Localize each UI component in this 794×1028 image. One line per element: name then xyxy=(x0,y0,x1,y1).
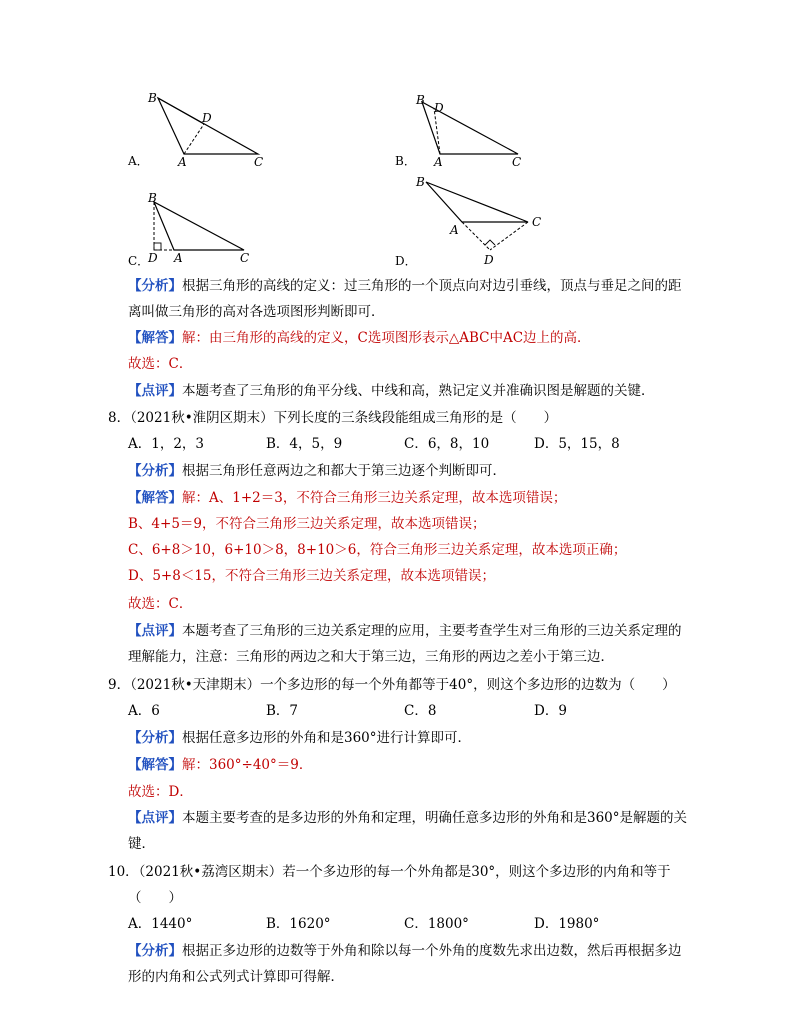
comment-tag: 【点评】 xyxy=(128,383,182,399)
comment-text: 本题考查了三角形的三边关系定理的应用，主要考查学生对三角形的三边关系定理的 xyxy=(182,623,682,639)
q10-option-a: A．1440° xyxy=(128,916,193,932)
comment-tag: 【点评】 xyxy=(128,810,182,826)
fig-c-pt-c: C xyxy=(240,251,250,265)
fig-b-pt-d: D xyxy=(434,101,444,115)
q9-comment xyxy=(128,808,687,828)
fig-a-pt-b: B xyxy=(148,91,157,105)
q10-analysis xyxy=(128,941,682,961)
fig-b-pt-c: C xyxy=(512,155,522,168)
figure-d xyxy=(410,172,560,268)
q7-analysis-cont: 离叫做三角形的高对各选项图形判断即可． xyxy=(128,304,385,320)
analysis-text: 根据正多边形的边数等于外角和除以每一个外角的度数先求出边数，然后再根据多边 xyxy=(182,943,682,959)
answer-text: 解：由三角形的高线的定义，C选项图形表示△ABC中AC边上的高． xyxy=(182,330,591,346)
q8-option-d: D．5，15，8 xyxy=(534,436,620,452)
fig-a-pt-c: C xyxy=(254,155,264,168)
q8-option-a: A．1，2，3 xyxy=(128,436,205,452)
q8-answer-3: C、6+8＞10，6+10＞8，8+10＞6，符合三角形三边关系定理，故本选项正确； xyxy=(128,542,627,558)
fig-a-pt-d: D xyxy=(202,111,212,125)
answer-tag: 【解答】 xyxy=(128,490,182,506)
fig-a-pt-a: A xyxy=(178,155,187,168)
fig-b-pt-b: B xyxy=(416,93,425,107)
q8-option-c: C．6，8，10 xyxy=(404,436,490,452)
answer-tag: 【解答】 xyxy=(128,330,182,346)
analysis-tag: 【分析】 xyxy=(128,943,182,959)
fig-c-pt-b: B xyxy=(148,191,157,205)
fig-c-pt-a: A xyxy=(174,251,183,265)
answer-text: 解：A、1+2＝3，不符合三角形三边关系定理，故本选项错误； xyxy=(182,490,567,506)
analysis-tag: 【分析】 xyxy=(128,463,182,479)
q8-stem: 8．（2021秋•淮阴区期末）下列长度的三条线段能组成三角形的是（ ） xyxy=(108,410,558,426)
q10-option-c: C．1800° xyxy=(404,916,469,932)
comment-text: 本题考查了三角形的角平分线、中线和高，熟记定义并准确识图是解题的关键． xyxy=(182,383,655,399)
analysis-tag: 【分析】 xyxy=(128,278,182,294)
figure-c-label: C． xyxy=(128,254,150,268)
comment-tag: 【点评】 xyxy=(128,623,182,639)
figure-b xyxy=(408,86,538,168)
q9-stem: 9．（2021秋•天津期末）一个多边形的每一个外角都等于40°，则这个多边形的边数为（ ） xyxy=(108,677,676,693)
figure-b-label: B． xyxy=(395,154,416,168)
analysis-text: 根据任意多边形的外角和是360°进行计算即可． xyxy=(182,730,472,746)
q9-option-c: C．8 xyxy=(404,703,437,719)
answer-text: 解：360°÷40°＝9． xyxy=(182,757,313,773)
q8-analysis xyxy=(128,461,506,481)
analysis-tag: 【分析】 xyxy=(128,730,182,746)
fig-d-pt-c: C xyxy=(532,215,542,229)
q8-comment-cont: 理解能力，注意：三角形的两边之和大于第三边，三角形的两边之差小于第三边． xyxy=(128,649,614,665)
q7-comment xyxy=(128,381,655,401)
comment-text: 本题主要考查的是多边形的外角和定理，明确任意多边形的外角和是360°是解题的关 xyxy=(182,810,688,826)
fig-c-pt-d: D xyxy=(148,251,158,265)
figure-a xyxy=(140,86,280,168)
q9-option-d: D．9 xyxy=(534,703,567,719)
q7-choose: 故选：C． xyxy=(128,356,193,372)
q9-analysis xyxy=(128,728,471,748)
q8-comment xyxy=(128,621,682,641)
analysis-text: 根据三角形的高线的定义：过三角形的一个顶点向对边引垂线，顶点与垂足之间的距 xyxy=(182,278,682,294)
q7-analysis xyxy=(128,276,682,296)
analysis-text: 根据三角形任意两边之和都大于第三边逐个判断即可． xyxy=(182,463,506,479)
q9-option-a: A．6 xyxy=(128,703,160,719)
q9-comment-cont: 键． xyxy=(128,836,155,852)
answer-tag: 【解答】 xyxy=(128,757,182,773)
fig-d-pt-d: D xyxy=(484,253,494,267)
q8-answer-1 xyxy=(128,488,566,508)
q10-option-b: B．1620° xyxy=(266,916,331,932)
q9-choose: 故选：D． xyxy=(128,784,193,800)
fig-d-pt-b: B xyxy=(416,175,425,189)
q9-option-b: B．7 xyxy=(266,703,299,719)
fig-b-pt-a: A xyxy=(434,155,443,168)
q7-answer xyxy=(128,328,591,348)
figure-a-label: A． xyxy=(128,154,149,168)
fig-d-pt-a: A xyxy=(450,223,459,237)
q9-answer xyxy=(128,755,312,775)
q10-analysis-cont: 形的内角和公式列式计算即可得解． xyxy=(128,969,344,985)
q10-stem: 10．（2021秋•荔湾区期末）若一个多边形的每一个外角都是30°，则这个多边形的内角和等于 xyxy=(108,864,671,880)
figure-c xyxy=(140,190,260,268)
q10-option-d: D．1980° xyxy=(534,916,600,932)
q10-options xyxy=(128,914,599,934)
q9-options xyxy=(128,701,567,721)
q8-options xyxy=(128,434,620,454)
q8-option-b: B．4，5，9 xyxy=(266,436,343,452)
q8-answer-4: D、5+8＜15，不符合三角形三边关系定理，故本选项错误； xyxy=(128,568,495,584)
q8-answer-2: B、4+5＝9，不符合三角形三边关系定理，故本选项错误； xyxy=(128,516,486,532)
q8-choose: 故选：C． xyxy=(128,596,193,612)
figure-d-label: D． xyxy=(395,254,417,268)
q10-stem-cont: （ ） xyxy=(128,890,182,906)
